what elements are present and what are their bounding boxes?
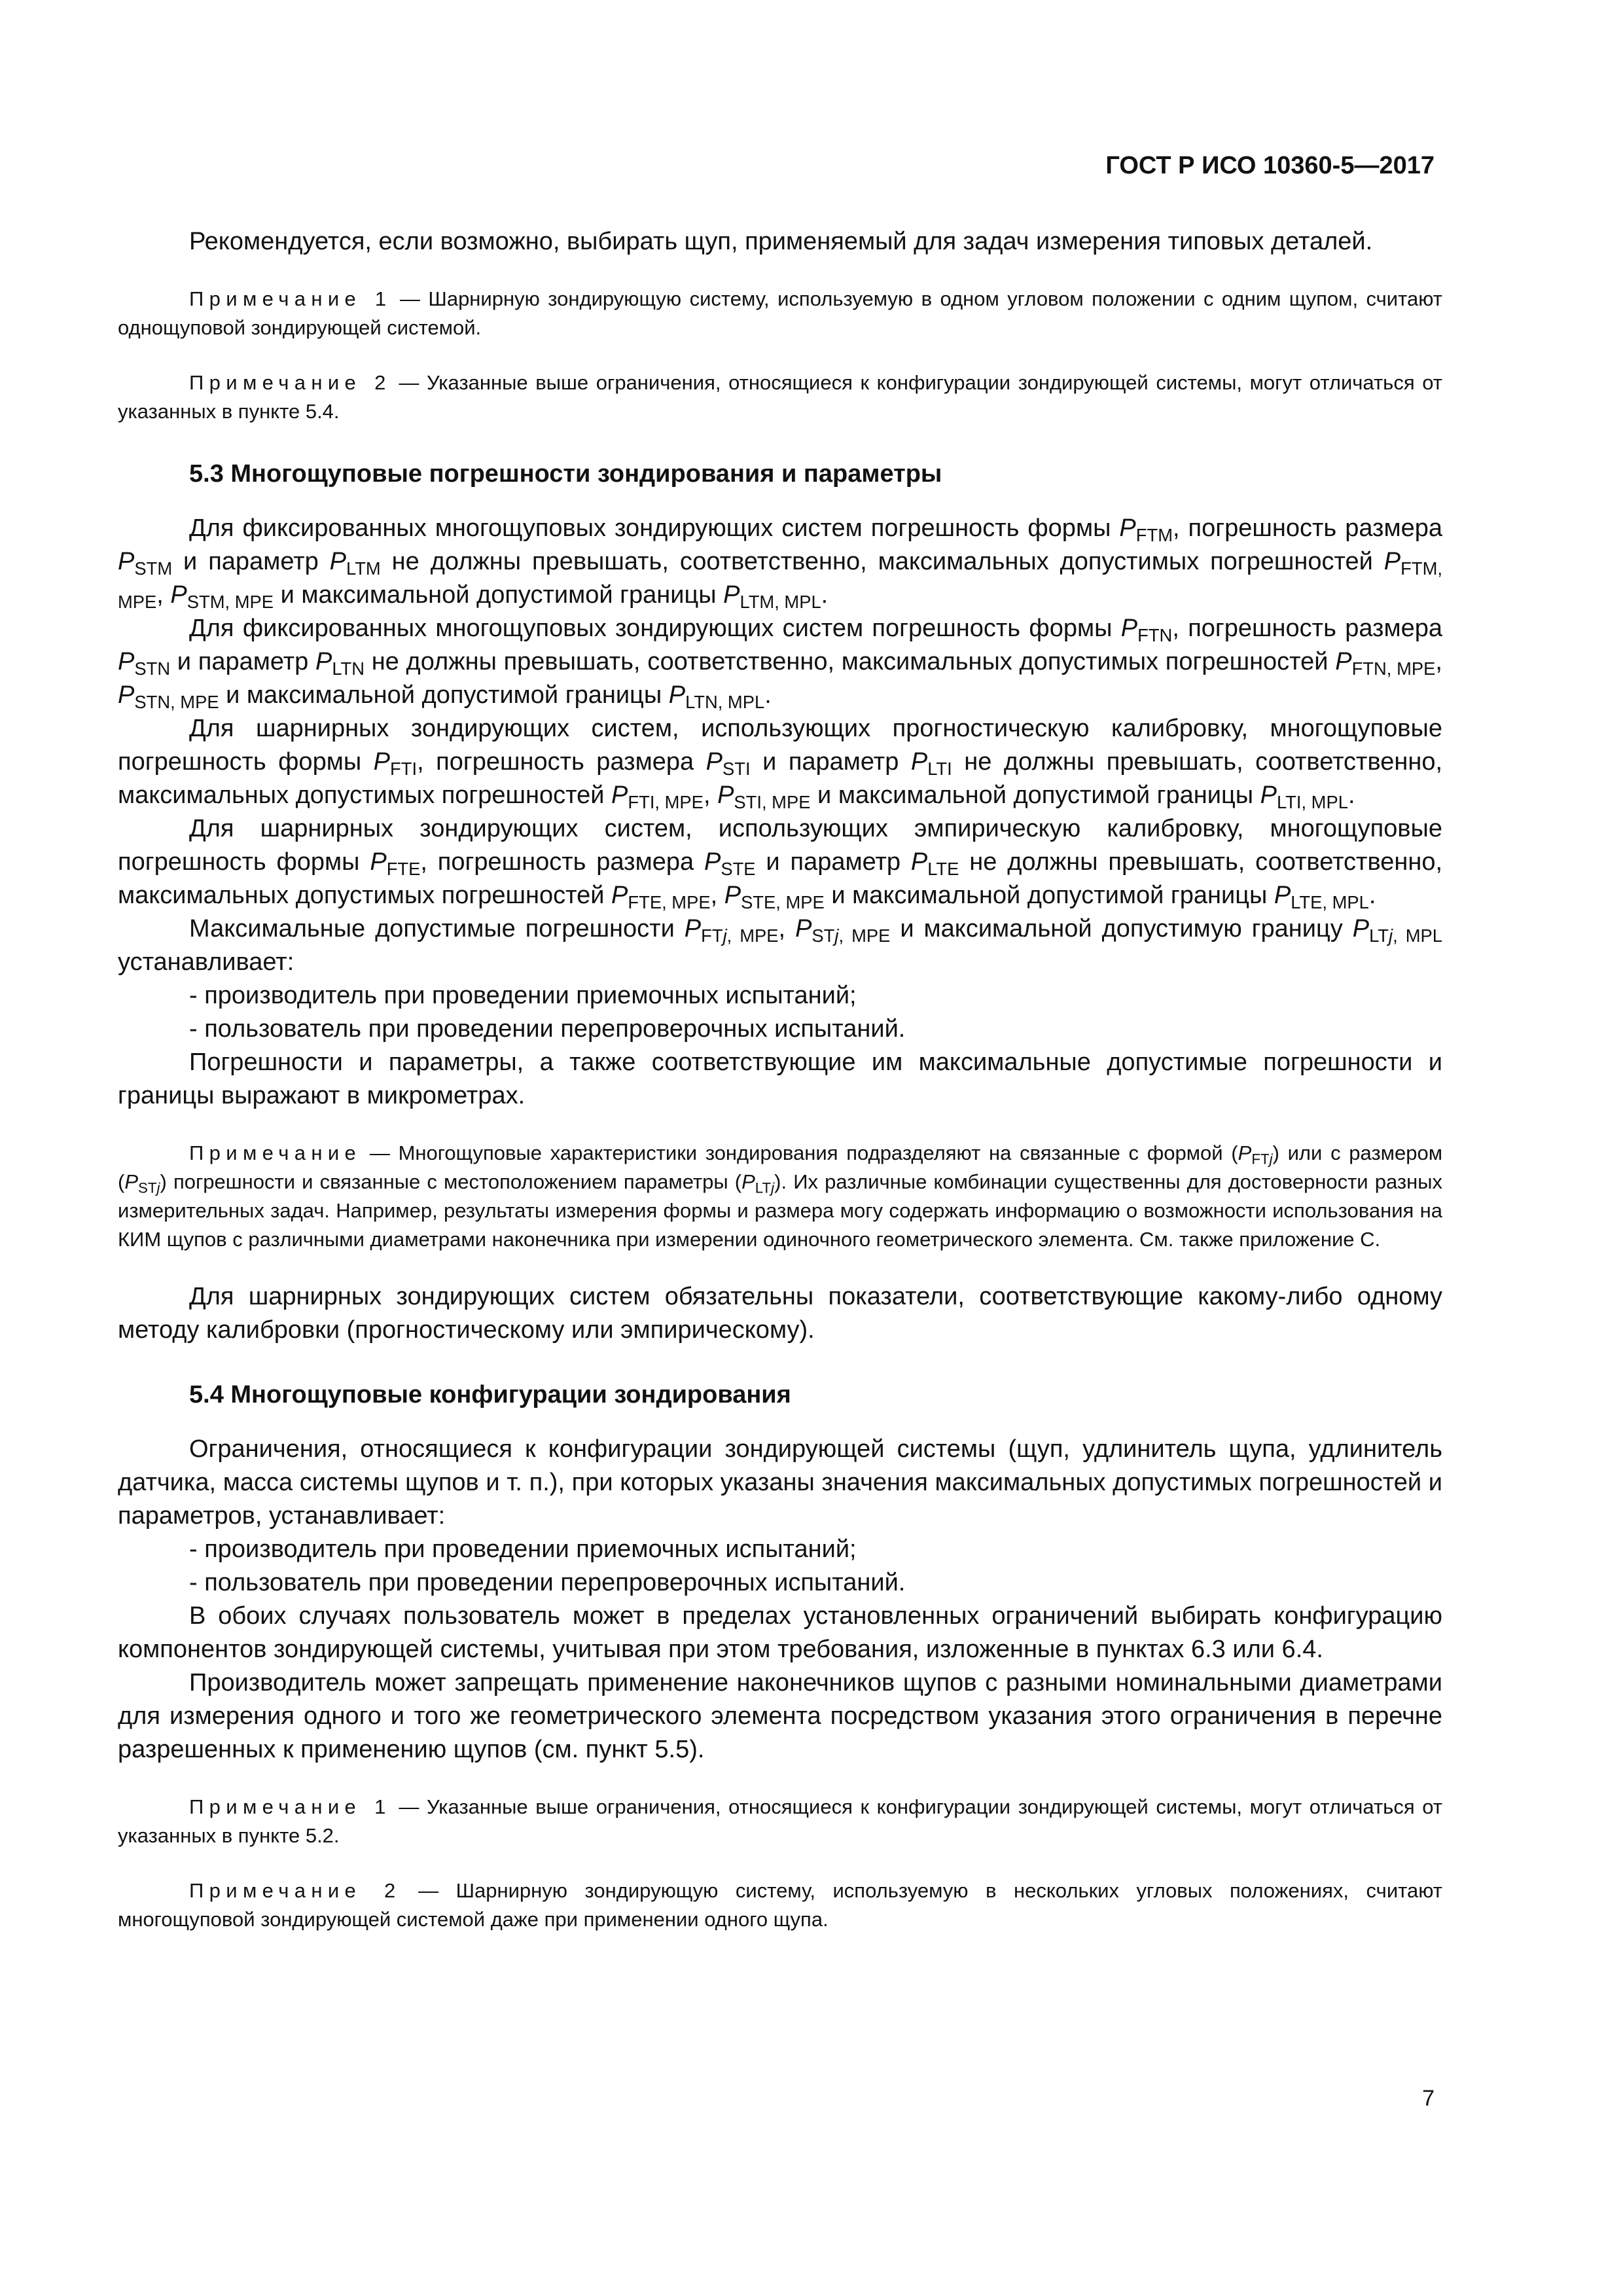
symbol-p: P [611,882,628,909]
subscript [812,925,890,946]
list-item: - производитель при проведении приемочных испытаний; [189,1535,857,1563]
text-run: . [821,581,829,609]
page-number: 7 [1422,2086,1435,2111]
symbol-p: P [1335,648,1352,675]
symbol-p: P [704,848,721,876]
note-text: — Указанные выше ограничения, относящиеся к конфигурации зондирующей системы, могут отличаться от указанных в пункте 5.2. [118,1795,1442,1847]
symbol-p: P [724,882,741,909]
subscript: STN [134,658,171,679]
text-run: , погрешность размера [1172,514,1443,542]
note-label: Примечание 2 [189,1879,401,1902]
text-run: . [1347,781,1355,809]
section-heading-5-3: 5.3 Многощуповые погрешности зондирования и параметры [189,460,942,488]
text-run: . [764,681,772,709]
list-item: - производитель при проведении приемочных испытаний; [189,982,857,1009]
subscript-index-j: j [771,1179,775,1196]
symbol-p: P [795,915,812,942]
text-run: , [1435,648,1442,675]
subscript-base: ST [812,925,835,946]
text-run: Максимальные допустимые погрешности [189,915,685,942]
text-run: и параметр [755,848,911,876]
paragraph-restrictions: Ограничения, относящиеся к конфигурации зондирующей системы (щуп, удлинитель щупа, удлинитель датчика, масса системы щупов и т. п.), при которых указаны значения максимальных допустимых погрешностей и параметров, устанавливает: [118,1435,1442,1530]
paragraph-max-permissible [118,912,1442,979]
subscript: LTI [927,759,952,780]
subscript-suffix: , MPE [838,925,891,946]
subscript: STM [134,558,173,579]
subscript: STI, MPE [734,792,811,813]
symbol-p: P [910,748,928,776]
text-run: Для шарнирных зондирующих систем, использующих эмпирическую калибровку, многощуповые погрешность формы [118,815,1442,876]
symbol-p: P [1238,1141,1252,1164]
symbol-p: P [373,748,391,776]
intro-note-2 [118,368,1442,426]
intro-paragraph: Рекомендуется, если возможно, выбирать щуп, применяемый для задач измерения типовых деталей. [189,228,1373,255]
text-run: и максимальной допустимой границы [810,781,1260,809]
subscript [1369,925,1442,946]
text-run: не должны превышать, соответственно, максимальных допустимых погрешностей [118,748,1443,809]
paragraph-fixed-ftm [118,512,1442,612]
subscript-index-j: j [834,925,839,946]
subscript [1251,1151,1272,1168]
symbol-p: P [1274,882,1291,909]
subscript-suffix: , MPE [726,925,779,946]
note-label: Примечание 2 [189,371,391,394]
text-run: , [710,882,724,909]
subscript-suffix: , MPL [1393,925,1442,946]
text-run: , [156,581,171,609]
subscript: LTN, MPL [685,692,765,713]
symbol-p: P [705,748,722,776]
text-run: , [778,915,796,942]
text-run: Для фиксированных многощуповых зондирующих систем погрешность формы [189,514,1120,542]
symbol-p: P [1119,514,1136,542]
symbol-p: P [668,681,686,709]
intro-note-1 [118,285,1442,342]
subscript-index-j: j [722,925,727,946]
subscript-index-j: j [1269,1151,1273,1168]
paragraph-articulated-mandatory: Для шарнирных зондирующих систем обязательны показатели, соответствующие какому-либо одному методу калибровки (прогностическому или эмпирическому). [118,1283,1442,1344]
note-text: — Шарнирную зондирующую систему, используемую в одном угловом положении с одним щупом, считают однощуповой зондирующей системой. [118,287,1442,339]
subscript: FTI [390,759,418,780]
document-body [118,225,1442,1934]
subscript: STM, MPE [187,592,274,613]
text-run: , погрешность размера [417,748,706,776]
text-run: Для шарнирных зондирующих систем, использующих прогностическую калибровку, многощуповые погрешность формы [118,715,1442,776]
paragraph-fixed-ftn [118,612,1442,712]
paragraph-articulated-predictive [118,712,1442,812]
symbol-p: P [1352,915,1370,942]
symbol-p: P [170,581,187,609]
text-run: и параметр [170,648,315,675]
subscript: FTE [386,859,421,880]
section-5-4-note-2 [118,1876,1442,1934]
text-run: и максимальной допустимую границу [890,915,1353,942]
text-run: и максимальной допустимой границы [824,882,1274,909]
note-text: ) погрешности и связанные с местоположением параметры ( [160,1170,742,1193]
paragraph-user-choice: В обоих случаях пользователь может в пределах установленных ограничений выбирать конфигурацию компонентов зондирующей системы, учитывая при этом требования, изложенные в пунктах 6.3 или 6.4. [118,1602,1442,1663]
text-run: . [1368,882,1376,909]
subscript: FTM [1135,525,1173,546]
symbol-p: P [684,915,702,942]
subscript: FTN [1137,625,1173,646]
subscript-base: LT [755,1179,772,1196]
symbol-p: P [329,548,347,575]
note-text: — Указанные выше ограничения, относящиеся к конфигурации зондирующей системы, могут отличаться от указанных в пункте 5.4. [118,371,1442,423]
subscript-index-j: j [1389,925,1393,946]
subscript: FTI, MPE [628,792,704,813]
subscript: LTN [332,658,365,679]
paragraph-units: Погрешности и параметры, а также соответствующие им максимальные допустимые погрешности и границы выражают в микрометрах. [118,1049,1442,1109]
symbol-p: P [370,848,387,876]
section-5-3-note [118,1139,1442,1254]
text-run: , погрешность размера [420,848,704,876]
note-label: Примечание [189,1141,362,1164]
text-run: не должны превышать, соответственно, максимальных допустимых погрешностей [118,848,1443,909]
symbol-p: P [1383,548,1401,575]
text-run: Для фиксированных многощуповых зондирующих систем погрешность формы [189,615,1121,642]
subscript-base: FT [1251,1151,1270,1168]
subscript: LTE, MPL [1291,892,1369,913]
note-text: ). Их различные комбинации существенны для достоверности разных измерительных задач. Например, результаты измерения формы и размера могу содержать информацию о возможности использования на КИМ щупов с различными диаметрами наконечника при измерении одиночного геометрического элемента. См. также приложение С. [118,1170,1442,1251]
symbol-p: P [118,548,135,575]
text-run: не должны превышать, соответственно, максимальных допустимых погрешностей [364,648,1336,675]
subscript: STI [722,759,751,780]
text-run: и максимальной допустимой границы [274,581,724,609]
note-text: — Многощуповые характеристики зондирования подразделяют на связанные с формой ( [361,1141,1238,1164]
symbol-p: P [124,1170,139,1193]
list-item: - пользователь при проведении перепроверочных испытаний. [189,1569,906,1596]
subscript-base: LT [1369,925,1389,946]
subscript: LTM [346,558,381,579]
note-label: Примечание 1 [189,287,392,310]
subscript [138,1180,160,1196]
text-run: и максимальной допустимой границы [219,681,669,709]
text-run: не должны превышать, соответственно, максимальных допустимых погрешностей [380,548,1384,575]
paragraph-manufacturer-prohibit: Производитель может запрещать применение наконечников щупов с разными номинальными диаметрами для измерения одного и того же геометрического элемента посредством указания этого ограничения в перечне разрешенных к применению щупов (см. пункт 5.5). [118,1669,1442,1763]
subscript: FTM, MPE [118,558,1442,613]
note-text: ) или с размером ( [118,1141,1443,1193]
subscript-base: ST [138,1179,157,1196]
list-item: - пользователь при проведении перепроверочных испытаний. [189,1015,906,1043]
section-5-4-note-1 [118,1793,1442,1850]
symbol-p: P [717,781,734,809]
symbol-p: P [315,648,332,675]
subscript: FTN, MPE [1351,658,1436,679]
subscript: STE, MPE [741,892,825,913]
symbol-p: P [910,848,928,876]
document-header: ГОСТ Р ИСО 10360-5—2017 [1105,152,1435,179]
symbol-p: P [723,581,740,609]
symbol-p: P [611,781,628,809]
text-run: , погрешность размера [1172,615,1443,642]
subscript-base: FT [701,925,723,946]
text-run: , [703,781,718,809]
note-label: Примечание 1 [189,1795,391,1818]
paragraph-articulated-empirical [118,812,1442,912]
symbol-p: P [1260,781,1277,809]
section-heading-5-4: 5.4 Многощуповые конфигурации зондирования [189,1381,791,1408]
subscript: LTM, MPL [740,592,821,613]
subscript-index-j: j [156,1179,160,1196]
subscript [701,925,778,946]
subscript: LTI, MPL [1276,792,1348,813]
symbol-p: P [741,1170,755,1193]
subscript: STN, MPE [134,692,219,713]
subscript: LTE [927,859,959,880]
text-run: и параметр [750,748,911,776]
text-run: устанавливает: [118,948,294,976]
symbol-p: P [118,648,135,675]
subscript: STE [721,859,756,880]
symbol-p: P [118,681,135,709]
text-run: и параметр [172,548,330,575]
symbol-p: P [1120,615,1138,642]
subscript: FTE, MPE [628,892,711,913]
note-text: — Шарнирную зондирующую систему, используемую в нескольких угловых положениях, считают многощуповой зондирующей системой даже при применении одного щупа. [118,1879,1442,1931]
subscript [755,1180,774,1196]
